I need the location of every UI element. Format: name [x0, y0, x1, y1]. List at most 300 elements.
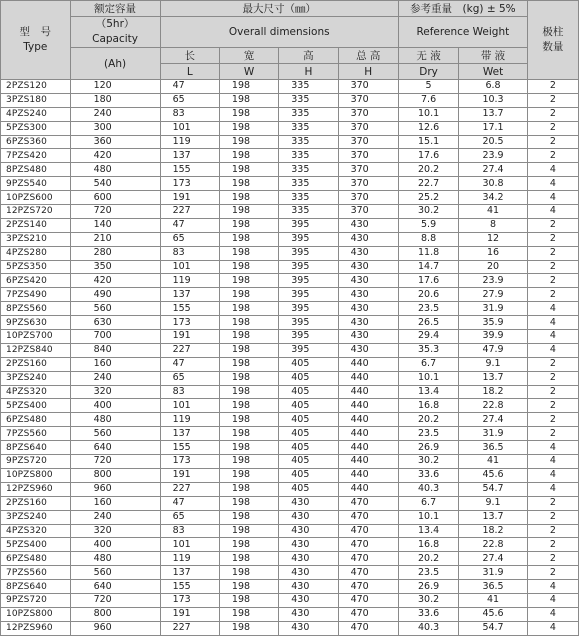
- wet-weight-cell: 45.6: [459, 468, 528, 482]
- terminal-count-cell: 2: [527, 385, 578, 399]
- weight-header-en: Reference Weight: [398, 17, 527, 48]
- total-height-cell: 440: [338, 441, 398, 455]
- terminal-count-cell: 4: [527, 468, 578, 482]
- wet-weight-cell: 41: [459, 455, 528, 469]
- terminal-count-cell: 4: [527, 441, 578, 455]
- terminal-count-cell: 2: [527, 218, 578, 232]
- wet-weight-cell: 27.4: [459, 552, 528, 566]
- width-cell: 198: [219, 260, 278, 274]
- terminal-count-cell: 2: [527, 149, 578, 163]
- width-cell: 198: [219, 191, 278, 205]
- capacity-cell: 420: [70, 149, 160, 163]
- dry-weight-cell: 30.2: [398, 455, 458, 469]
- capacity-header-hr: （5hr）: [95, 18, 135, 30]
- width-header-cn: 宽: [219, 48, 278, 64]
- height-cell: 335: [279, 93, 338, 107]
- total-height-cell: 440: [338, 413, 398, 427]
- length-cell: 191: [160, 191, 219, 205]
- dry-weight-cell: 26.5: [398, 316, 458, 330]
- wet-weight-cell: 17.1: [459, 121, 528, 135]
- width-cell: 198: [219, 593, 278, 607]
- table-row: [1, 177, 579, 191]
- wet-weight-cell: 13.7: [459, 107, 528, 121]
- type-cell: 2PZS160: [1, 496, 71, 510]
- height-cell: 395: [279, 274, 338, 288]
- total-height-cell: 470: [338, 593, 398, 607]
- wet-weight-cell: 47.9: [459, 343, 528, 357]
- capacity-cell: 360: [70, 135, 160, 149]
- wet-weight-cell: 20: [459, 260, 528, 274]
- terminal-count-cell: 2: [527, 80, 578, 94]
- dimensions-header-cn: 最大尺寸（㎜）: [160, 1, 398, 17]
- type-header: [1, 1, 71, 80]
- total-height-header-en: H: [338, 64, 398, 80]
- terminal-header-line2: 数量: [542, 41, 564, 53]
- width-cell: 198: [219, 441, 278, 455]
- capacity-cell: 480: [70, 552, 160, 566]
- width-cell: 198: [219, 163, 278, 177]
- wet-weight-cell: 23.9: [459, 149, 528, 163]
- width-cell: 198: [219, 288, 278, 302]
- table-row: [1, 205, 579, 219]
- capacity-cell: 640: [70, 441, 160, 455]
- dry-weight-cell: 26.9: [398, 441, 458, 455]
- width-cell: 198: [219, 330, 278, 344]
- height-cell: 405: [279, 413, 338, 427]
- length-cell: 65: [160, 371, 219, 385]
- width-cell: 198: [219, 538, 278, 552]
- dry-weight-cell: 6.7: [398, 357, 458, 371]
- length-cell: 47: [160, 218, 219, 232]
- type-cell: 10PZS800: [1, 468, 71, 482]
- capacity-cell: 640: [70, 580, 160, 594]
- height-cell: 335: [279, 149, 338, 163]
- wet-weight-cell: 54.7: [459, 482, 528, 496]
- width-cell: 198: [219, 302, 278, 316]
- type-cell: 7PZS490: [1, 288, 71, 302]
- height-cell: 395: [279, 232, 338, 246]
- type-cell: 8PZS560: [1, 302, 71, 316]
- length-cell: 137: [160, 566, 219, 580]
- total-height-cell: 370: [338, 107, 398, 121]
- total-height-cell: 430: [338, 246, 398, 260]
- width-cell: 198: [219, 399, 278, 413]
- type-header-cn: 型 号: [19, 26, 52, 38]
- table-row: [1, 288, 579, 302]
- wet-weight-cell: 35.9: [459, 316, 528, 330]
- capacity-cell: 280: [70, 246, 160, 260]
- table-body: [1, 80, 579, 636]
- length-cell: 173: [160, 593, 219, 607]
- table-row: [1, 566, 579, 580]
- dry-weight-cell: 23.5: [398, 302, 458, 316]
- terminal-count-cell: 2: [527, 371, 578, 385]
- terminal-count-cell: 2: [527, 399, 578, 413]
- width-cell: 198: [219, 468, 278, 482]
- terminal-count-cell: 4: [527, 593, 578, 607]
- total-height-cell: 370: [338, 177, 398, 191]
- table-row: [1, 482, 579, 496]
- capacity-cell: 160: [70, 496, 160, 510]
- width-cell: 198: [219, 385, 278, 399]
- dry-weight-cell: 10.1: [398, 371, 458, 385]
- dry-weight-cell: 33.6: [398, 468, 458, 482]
- dry-weight-cell: 13.4: [398, 385, 458, 399]
- width-cell: 198: [219, 524, 278, 538]
- table-row: [1, 496, 579, 510]
- length-cell: 173: [160, 316, 219, 330]
- height-cell: 335: [279, 177, 338, 191]
- terminal-count-cell: 2: [527, 524, 578, 538]
- height-cell: 335: [279, 121, 338, 135]
- table-row: [1, 580, 579, 594]
- height-cell: 395: [279, 330, 338, 344]
- length-cell: 173: [160, 177, 219, 191]
- length-cell: 227: [160, 621, 219, 635]
- wet-weight-cell: 31.9: [459, 302, 528, 316]
- terminal-count-cell: 2: [527, 427, 578, 441]
- type-cell: 3PZS180: [1, 93, 71, 107]
- height-cell: 395: [279, 343, 338, 357]
- total-height-cell: 430: [338, 274, 398, 288]
- dry-weight-cell: 7.6: [398, 93, 458, 107]
- height-cell: 430: [279, 566, 338, 580]
- total-height-cell: 430: [338, 260, 398, 274]
- type-cell: 10PZS600: [1, 191, 71, 205]
- table-row: [1, 135, 579, 149]
- length-cell: 155: [160, 580, 219, 594]
- length-cell: 83: [160, 385, 219, 399]
- table-row: [1, 93, 579, 107]
- terminal-count-cell: 4: [527, 580, 578, 594]
- width-cell: 198: [219, 135, 278, 149]
- total-height-cell: 370: [338, 93, 398, 107]
- table-row: [1, 621, 579, 635]
- width-cell: 198: [219, 496, 278, 510]
- wet-weight-cell: 23.9: [459, 274, 528, 288]
- dry-weight-cell: 35.3: [398, 343, 458, 357]
- total-height-cell: 470: [338, 496, 398, 510]
- type-cell: 12PZS840: [1, 343, 71, 357]
- dry-weight-cell: 13.4: [398, 524, 458, 538]
- height-cell: 405: [279, 371, 338, 385]
- wet-weight-cell: 27.9: [459, 288, 528, 302]
- table-row: [1, 80, 579, 94]
- width-cell: 198: [219, 455, 278, 469]
- capacity-unit: (Ah): [70, 48, 160, 80]
- width-cell: 198: [219, 552, 278, 566]
- table-row: [1, 510, 579, 524]
- total-height-cell: 430: [338, 316, 398, 330]
- type-cell: 7PZS420: [1, 149, 71, 163]
- height-cell: 430: [279, 538, 338, 552]
- dry-weight-cell: 20.2: [398, 413, 458, 427]
- capacity-cell: 420: [70, 274, 160, 288]
- capacity-header-cn: 额定容量: [70, 1, 160, 17]
- length-cell: 227: [160, 482, 219, 496]
- table-row: [1, 468, 579, 482]
- dry-weight-cell: 20.6: [398, 288, 458, 302]
- terminal-count-cell: 4: [527, 205, 578, 219]
- length-cell: 47: [160, 80, 219, 94]
- dry-weight-cell: 20.2: [398, 552, 458, 566]
- total-height-cell: 370: [338, 80, 398, 94]
- total-height-cell: 430: [338, 302, 398, 316]
- length-cell: 83: [160, 524, 219, 538]
- height-cell: 430: [279, 593, 338, 607]
- type-cell: 9PZS720: [1, 455, 71, 469]
- terminal-count-cell: 2: [527, 288, 578, 302]
- table-row: [1, 246, 579, 260]
- dry-weight-cell: 8.8: [398, 232, 458, 246]
- total-height-cell: 440: [338, 455, 398, 469]
- width-cell: 198: [219, 205, 278, 219]
- height-cell: 430: [279, 510, 338, 524]
- total-height-cell: 470: [338, 510, 398, 524]
- dry-weight-cell: 11.8: [398, 246, 458, 260]
- total-height-cell: 370: [338, 163, 398, 177]
- type-cell: 5PZS400: [1, 399, 71, 413]
- length-cell: 65: [160, 510, 219, 524]
- total-height-cell: 440: [338, 385, 398, 399]
- type-cell: 5PZS300: [1, 121, 71, 135]
- table-row: [1, 191, 579, 205]
- capacity-cell: 240: [70, 371, 160, 385]
- height-cell: 430: [279, 607, 338, 621]
- total-height-cell: 440: [338, 482, 398, 496]
- height-cell: 395: [279, 218, 338, 232]
- capacity-cell: 480: [70, 413, 160, 427]
- height-cell: 430: [279, 524, 338, 538]
- type-cell: 10PZS800: [1, 607, 71, 621]
- total-height-cell: 370: [338, 149, 398, 163]
- table-row: [1, 413, 579, 427]
- terminal-count-cell: 2: [527, 538, 578, 552]
- total-height-cell: 470: [338, 621, 398, 635]
- total-height-cell: 470: [338, 524, 398, 538]
- length-cell: 191: [160, 468, 219, 482]
- total-height-cell: 440: [338, 427, 398, 441]
- table-row: [1, 607, 579, 621]
- height-cell: 430: [279, 580, 338, 594]
- weight-header-cn: 参考重量 (kg) ± 5%: [398, 1, 527, 17]
- capacity-cell: 540: [70, 177, 160, 191]
- wet-weight-cell: 36.5: [459, 580, 528, 594]
- capacity-cell: 400: [70, 399, 160, 413]
- table-row: [1, 399, 579, 413]
- height-cell: 395: [279, 288, 338, 302]
- table-row: [1, 455, 579, 469]
- terminal-count-cell: 4: [527, 316, 578, 330]
- wet-weight-cell: 31.9: [459, 427, 528, 441]
- dry-header-cn: 无 液: [398, 48, 458, 64]
- capacity-cell: 210: [70, 232, 160, 246]
- length-cell: 47: [160, 496, 219, 510]
- capacity-header-en: Capacity: [92, 33, 139, 45]
- dry-weight-cell: 26.9: [398, 580, 458, 594]
- capacity-cell: 350: [70, 260, 160, 274]
- wet-weight-cell: 22.8: [459, 399, 528, 413]
- capacity-cell: 300: [70, 121, 160, 135]
- type-cell: 3PZS210: [1, 232, 71, 246]
- dry-weight-cell: 29.4: [398, 330, 458, 344]
- total-height-cell: 430: [338, 330, 398, 344]
- wet-weight-cell: 54.7: [459, 621, 528, 635]
- wet-weight-cell: 34.2: [459, 191, 528, 205]
- terminal-count-cell: 2: [527, 566, 578, 580]
- wet-weight-cell: 16: [459, 246, 528, 260]
- type-cell: 9PZS540: [1, 177, 71, 191]
- dry-weight-cell: 6.7: [398, 496, 458, 510]
- capacity-cell: 160: [70, 357, 160, 371]
- wet-weight-cell: 13.7: [459, 510, 528, 524]
- height-cell: 405: [279, 399, 338, 413]
- capacity-header-sub: [70, 17, 160, 48]
- dry-weight-cell: 30.2: [398, 593, 458, 607]
- dry-weight-cell: 10.1: [398, 107, 458, 121]
- table-header: [1, 1, 579, 80]
- wet-weight-cell: 22.8: [459, 538, 528, 552]
- terminal-count-cell: 4: [527, 343, 578, 357]
- type-header-en: Type: [23, 41, 48, 53]
- length-cell: 173: [160, 455, 219, 469]
- type-cell: 4PZS320: [1, 385, 71, 399]
- width-cell: 198: [219, 177, 278, 191]
- height-cell: 395: [279, 260, 338, 274]
- wet-weight-cell: 8: [459, 218, 528, 232]
- terminal-count-cell: 2: [527, 260, 578, 274]
- capacity-cell: 320: [70, 524, 160, 538]
- width-cell: 198: [219, 80, 278, 94]
- terminal-count-cell: 2: [527, 496, 578, 510]
- capacity-cell: 720: [70, 455, 160, 469]
- width-header-en: W: [219, 64, 278, 80]
- table-row: [1, 218, 579, 232]
- width-cell: 198: [219, 621, 278, 635]
- total-height-cell: 430: [338, 232, 398, 246]
- height-cell: 335: [279, 205, 338, 219]
- length-cell: 101: [160, 399, 219, 413]
- total-height-header-cn: 总 高: [338, 48, 398, 64]
- width-cell: 198: [219, 316, 278, 330]
- length-cell: 47: [160, 357, 219, 371]
- terminal-header-line1: 极柱: [542, 26, 564, 38]
- dry-weight-cell: 5.9: [398, 218, 458, 232]
- capacity-cell: 800: [70, 607, 160, 621]
- terminal-count-cell: 4: [527, 302, 578, 316]
- height-cell: 405: [279, 385, 338, 399]
- table-row: [1, 552, 579, 566]
- table-row: [1, 441, 579, 455]
- total-height-cell: 470: [338, 580, 398, 594]
- wet-weight-cell: 10.3: [459, 93, 528, 107]
- capacity-cell: 490: [70, 288, 160, 302]
- terminal-count-cell: 2: [527, 93, 578, 107]
- type-cell: 12PZS960: [1, 621, 71, 635]
- length-cell: 101: [160, 538, 219, 552]
- height-cell: 335: [279, 80, 338, 94]
- wet-weight-cell: 18.2: [459, 385, 528, 399]
- total-height-cell: 370: [338, 135, 398, 149]
- type-cell: 2PZS120: [1, 80, 71, 94]
- length-cell: 155: [160, 302, 219, 316]
- wet-header-cn: 带 液: [459, 48, 528, 64]
- length-cell: 101: [160, 121, 219, 135]
- table-row: [1, 371, 579, 385]
- dry-weight-cell: 40.3: [398, 482, 458, 496]
- height-cell: 335: [279, 163, 338, 177]
- type-cell: 5PZS350: [1, 260, 71, 274]
- total-height-cell: 470: [338, 538, 398, 552]
- length-cell: 119: [160, 552, 219, 566]
- capacity-cell: 560: [70, 427, 160, 441]
- terminal-count-header: [527, 1, 578, 80]
- width-cell: 198: [219, 580, 278, 594]
- table-row: [1, 330, 579, 344]
- capacity-cell: 700: [70, 330, 160, 344]
- width-cell: 198: [219, 107, 278, 121]
- dry-weight-cell: 16.8: [398, 538, 458, 552]
- wet-weight-cell: 6.8: [459, 80, 528, 94]
- length-cell: 137: [160, 149, 219, 163]
- height-cell: 395: [279, 302, 338, 316]
- terminal-count-cell: 4: [527, 482, 578, 496]
- height-cell: 395: [279, 316, 338, 330]
- table-row: [1, 149, 579, 163]
- dry-weight-cell: 16.8: [398, 399, 458, 413]
- capacity-cell: 400: [70, 538, 160, 552]
- dry-weight-cell: 23.5: [398, 427, 458, 441]
- terminal-count-cell: 4: [527, 607, 578, 621]
- type-cell: 6PZS420: [1, 274, 71, 288]
- width-cell: 198: [219, 427, 278, 441]
- table-row: [1, 343, 579, 357]
- total-height-cell: 440: [338, 468, 398, 482]
- terminal-count-cell: 4: [527, 191, 578, 205]
- total-height-cell: 470: [338, 566, 398, 580]
- width-cell: 198: [219, 413, 278, 427]
- capacity-cell: 630: [70, 316, 160, 330]
- table-row: [1, 385, 579, 399]
- height-cell: 430: [279, 621, 338, 635]
- height-cell: 405: [279, 455, 338, 469]
- dry-weight-cell: 15.1: [398, 135, 458, 149]
- total-height-cell: 470: [338, 607, 398, 621]
- length-header-en: L: [160, 64, 219, 80]
- table-row: [1, 107, 579, 121]
- length-cell: 65: [160, 93, 219, 107]
- table-row: [1, 538, 579, 552]
- length-cell: 227: [160, 343, 219, 357]
- length-cell: 191: [160, 607, 219, 621]
- dry-weight-cell: 30.2: [398, 205, 458, 219]
- total-height-cell: 370: [338, 205, 398, 219]
- terminal-count-cell: 4: [527, 177, 578, 191]
- length-header-cn: 长: [160, 48, 219, 64]
- height-cell: 405: [279, 357, 338, 371]
- capacity-cell: 180: [70, 93, 160, 107]
- capacity-cell: 720: [70, 205, 160, 219]
- width-cell: 198: [219, 357, 278, 371]
- table-row: [1, 163, 579, 177]
- terminal-count-cell: 2: [527, 232, 578, 246]
- length-cell: 119: [160, 274, 219, 288]
- terminal-count-cell: 4: [527, 163, 578, 177]
- dry-weight-cell: 40.3: [398, 621, 458, 635]
- width-cell: 198: [219, 510, 278, 524]
- table-row: [1, 316, 579, 330]
- dry-weight-cell: 23.5: [398, 566, 458, 580]
